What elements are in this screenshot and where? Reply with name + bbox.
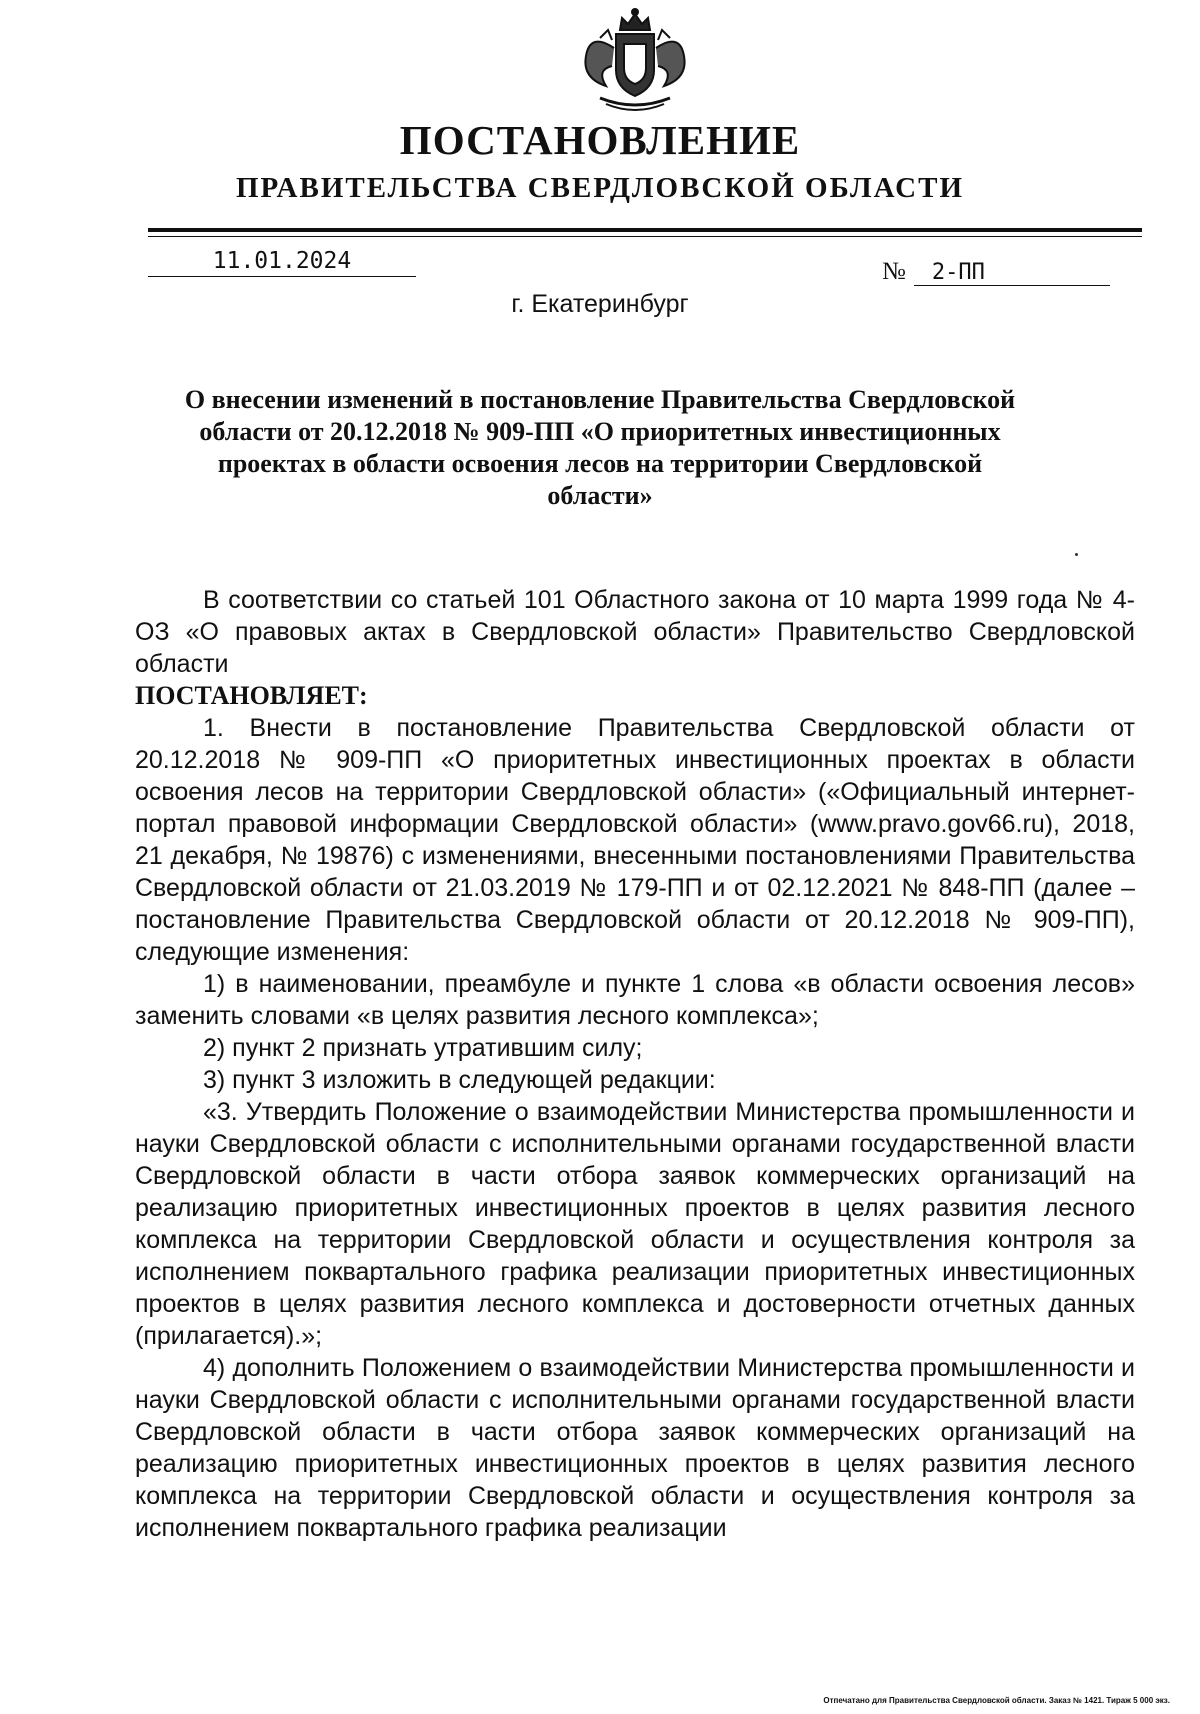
- body-paragraph: 3) пункт 3 изложить в следующей редакции:: [203, 1066, 716, 1094]
- decree-heading: ПОСТАНОВЛЯЕТ:: [135, 681, 368, 710]
- body-paragraph: 1) в наименовании, преамбуле и пункте 1 слова «в области освоения лесов» заменить словами «в целях развития лесного комплекса»;: [135, 970, 1135, 1030]
- document-date: 11.01.2024: [148, 248, 416, 277]
- print-footer: Отпечатано для Правительства Свердловской области. Заказ № 1421. Тираж 5 000 экз.: [823, 1696, 1170, 1705]
- document-type-heading: ПОСТАНОВЛЕНИЕ: [399, 117, 801, 163]
- document-number-field: [882, 258, 1110, 286]
- document-number: 2-ПП: [914, 260, 1110, 286]
- document-body: [135, 584, 1135, 1544]
- number-label: №: [882, 258, 906, 285]
- issue-city: г. Екатеринбург: [511, 290, 689, 318]
- issuing-authority: ПРАВИТЕЛЬСТВА СВЕРДЛОВСКОЙ ОБЛАСТИ: [235, 172, 965, 204]
- body-paragraph: 4) дополнить Положением о взаимодействии Министерства промышленности и науки Свердловской области с исполнительными органами государственной власти Свердловской области в части отбора заявок коммерческих организаций на реализацию приоритетных инвестиционных проектов в целях развития лесного комплекса на территории Свердловской области и осуществления контроля за исполнением поквартального графика реализации: [135, 1354, 1135, 1542]
- body-paragraph: «3. Утвердить Положение о взаимодействии Министерства промышленности и науки Свердловской области с исполнительными органами государственной власти Свердловской области в части отбора заявок коммерческих организаций на реализацию приоритетных инвестиционных проектов в целях развития лесного комплекса на территории Свердловской области и осуществления контроля за исполнением поквартального графика реализации приоритетных инвестиционных проектов в целях развития лесного комплекса и достоверности отчетных данных (прилагается).»;: [135, 1098, 1135, 1350]
- coat-of-arms-icon: [560, 8, 710, 112]
- header-divider-thin: [148, 236, 1142, 237]
- body-paragraph: 2) пункт 2 признать утратившим силу;: [203, 1034, 643, 1062]
- body-paragraph: 1. Внести в постановление Правительства Свердловской области от 20.12.2018 № 909-ПП «О приоритетных инвестиционных проектах в области освоения лесов на территории Свердловской области» («Официальный интернет-портал правовой информации Свердловской области» (www.pravo.gov66.ru), 2018, 21 декабря, № 19876) с изменениями, внесенными постановлениями Правительства Свердловской области от 21.03.2019 № 179-ПП и от 02.12.2021 № 848-ПП (далее – постановление Правительства Свердловской области от 20.12.2018 № 909-ПП), следующие изменения:: [135, 714, 1135, 966]
- preamble-paragraph: В соответствии со статьей 101 Областного закона от 10 марта 1999 года № 4-ОЗ «О правовых актах в Свердловской области» Правительство Свердловской области: [135, 586, 1135, 678]
- document-title: О внесении изменений в постановление Правительства Свердловской области от 20.12.2018 № 909-ПП «О приоритетных инвестиционных проектах в области освоения лесов на территории Свердловской области»: [184, 385, 1016, 510]
- scan-speck: [1075, 553, 1078, 556]
- header-divider-thick: [148, 228, 1142, 232]
